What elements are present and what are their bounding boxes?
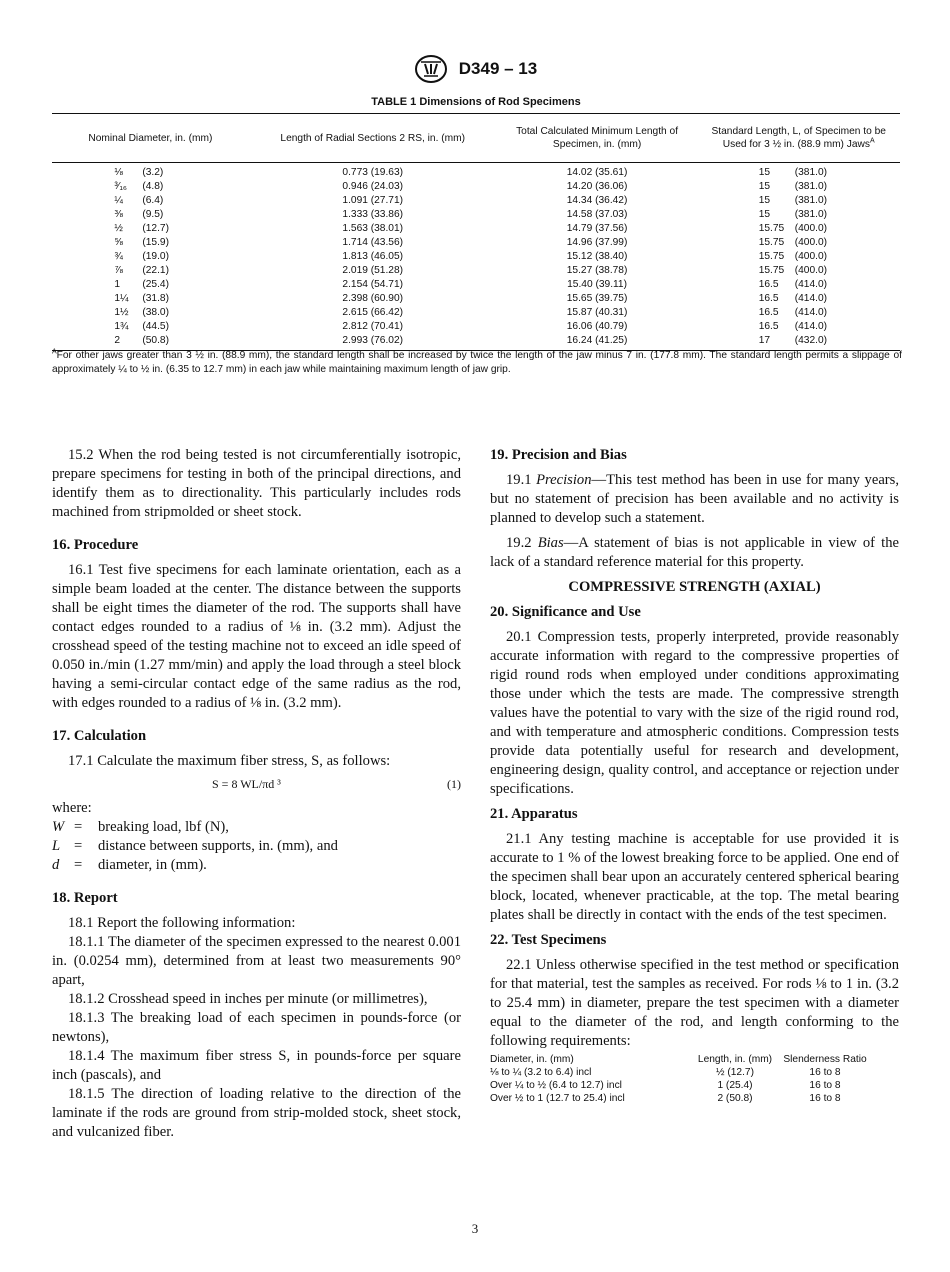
heading-procedure: 16. Procedure xyxy=(52,537,139,553)
page-number: 3 xyxy=(471,1221,479,1236)
equation-number: (1) xyxy=(447,777,461,791)
cell-standard-length: 15 (381.0) xyxy=(758,181,827,192)
cell-radial-sections: 2.154 (54.71) xyxy=(342,279,404,290)
where-label: where: xyxy=(52,800,92,816)
section-title-compressive: COMPRESSIVE STRENGTH (AXIAL) xyxy=(568,579,821,595)
cell-total-length: 15.87 (40.31) xyxy=(566,307,628,318)
cell-standard-length: 16.5 (414.0) xyxy=(758,293,827,304)
cell-radial-sections: 1.091 (27.71) xyxy=(342,195,404,206)
column-header-standard-length: Standard Length, L, of Specimen to be Used for 3 ½ in. (88.9 mm) Jaws$^A$ xyxy=(697,114,900,163)
column-header-total-length: Total Calculated Minimum Length of Specimen, in. (mm) xyxy=(497,114,698,163)
variable-list xyxy=(52,818,461,875)
cell-standard-length: 15 (381.0) xyxy=(758,167,827,178)
cell-nominal-diameter: 2 (50.8) xyxy=(52,334,249,351)
table-row xyxy=(52,278,900,292)
cell-total-length: 15.27 (38.78) xyxy=(566,265,628,276)
cell-radial-sections: 1.333 (33.86) xyxy=(342,209,404,220)
cell-total-length: 16.24 (41.25) xyxy=(497,334,698,351)
heading-report: 18. Report xyxy=(52,890,118,906)
column-header-radial-sections: Length of Radial Sections 2 RS, in. (mm) xyxy=(249,114,497,163)
cell-standard-length: 15.75 (400.0) xyxy=(758,251,827,262)
table-row xyxy=(52,292,900,306)
paragraph-18-1: 18.1 Report the following information: xyxy=(68,915,296,931)
cell-total-length: 15.65 (39.75) xyxy=(566,293,628,304)
cell-total-length: 15.40 (39.11) xyxy=(567,279,627,290)
cell-standard-length: 15.75 (400.0) xyxy=(758,237,827,248)
cell-standard-length: 15 (381.0) xyxy=(758,195,827,206)
cell-nominal-diameter: ½ (12.7) xyxy=(114,223,169,234)
column-header-nominal-diameter: Nominal Diameter, in. (mm) xyxy=(52,114,249,163)
cell-radial-sections: 1.714 (43.56) xyxy=(342,237,404,248)
cell-nominal-diameter: ³⁄₁₆ (4.8) xyxy=(114,181,164,192)
cell-nominal-diameter: ⅞ (22.1) xyxy=(114,265,169,276)
heading-significance: 20. Significance and Use xyxy=(490,604,641,620)
cell-nominal-diameter: 1 (25.4) xyxy=(114,279,169,290)
cell-nominal-diameter: ¾ (19.0) xyxy=(114,251,169,262)
heading-precision-bias: 19. Precision and Bias xyxy=(490,447,627,463)
paragraph-15-2: 15.2 When the rod being tested is not circumferentially isotropic, prepare specimens for testing in both of the principal directions, and identify them as to directionality. This particularly includes rods machined from stripmolded or sheet stock. xyxy=(52,447,461,520)
table-row xyxy=(52,250,900,264)
table-row xyxy=(52,194,900,208)
spec-header-diameter: Diameter, in. (mm) xyxy=(490,1054,574,1065)
paragraph-18-1-3: 18.1.3 The breaking load of each specimen in pounds-force (or newtons), xyxy=(52,1010,461,1045)
variable-row: d = diameter, in (mm). xyxy=(52,857,207,873)
table-row: ⅛ to ¼ (3.2 to 6.4) incl ½ (12.7) 16 to 8 xyxy=(490,1067,841,1078)
table-footnote: $^A$For other jaws greater than 3 ½ in. (88.9 mm), the standard length shall be increased by twice the length of the jaw minus 7 in. (177.8 mm). The standard length permits a slippage of approximately ¼ to ½ in. (6.35 to 12.7 mm) in each jaw while maintaining maximum length of jaw grip. xyxy=(52,348,902,375)
paragraph-16-1: 16.1 Test five specimens for each laminate orientation, each as a simple beam loaded at the center. The distance between the supports shall be eight times the diameter of the rod. The supports shall have contact edges rounded to a radius of ⅛ in. (3.2 mm). Adjust the crosshead speed of the testing machine not to exceed an idle speed of 0.050 in./min (1.27 mm/min) and apply the load through a steel block having a semi-circular contact edge of the same radius as the rod, with edges rounded to a radius of ⅛ in. (3.2 mm). xyxy=(52,562,461,711)
cell-radial-sections: 2.019 (51.28) xyxy=(342,265,404,276)
table-title: TABLE 1 Dimensions of Rod Specimens xyxy=(371,96,581,108)
cell-total-length: 14.96 (37.99) xyxy=(566,237,628,248)
table-row xyxy=(52,222,900,236)
cell-radial-sections: 1.813 (46.05) xyxy=(342,251,404,262)
table-row xyxy=(52,180,900,194)
cell-nominal-diameter: ⅜ (9.5) xyxy=(114,209,164,220)
rod-dimensions-table xyxy=(52,113,900,351)
cell-total-length: 15.12 (38.40) xyxy=(566,251,628,262)
cell-standard-length: 15.75 (400.0) xyxy=(758,223,827,234)
spec-header-length: Length, in. (mm) xyxy=(697,1054,773,1065)
paragraph-17-1: 17.1 Calculate the maximum fiber stress, S, as follows: xyxy=(68,753,391,769)
cell-standard-length: 16.5 (414.0) xyxy=(758,279,827,290)
cell-radial-sections: 2.993 (76.02) xyxy=(249,334,497,351)
cell-radial-sections: 2.398 (60.90) xyxy=(342,293,404,304)
paragraph-18-1-4: 18.1.4 The maximum fiber stress S, in pounds-force per square inch (pascals), and xyxy=(52,1048,461,1083)
table-row xyxy=(52,236,900,250)
paragraph-18-1-2: 18.1.2 Crosshead speed in inches per minute (or millimetres), xyxy=(68,991,428,1007)
paragraph-20-1: 20.1 Compression tests, properly interpreted, provide reasonably accurate information with regard to the compressive properties of rigid round rods when employed under conditions approximating those under which the tests are made. The compressive strength values have the potential to vary with the size of the rigid round rod, and with temperature and atmospheric conditions. Compression tests provide data potentially useful for research and development, engineering design, quality control, and acceptance or rejection under specifications. xyxy=(490,629,899,797)
cell-standard-length: 17 (432.0) xyxy=(697,334,900,351)
paragraph-19-2: 19.2 Bias—A statement of bias is not applicable in view of the lack of a standard reference material for this property. xyxy=(490,535,900,570)
spec-header-slenderness: Slenderness Ratio xyxy=(783,1054,867,1065)
specimen-requirements-table xyxy=(490,1053,870,1105)
right-column xyxy=(490,446,899,1105)
variable-row: W = breaking load, lbf (N), xyxy=(52,819,229,835)
table-row: Over ½ to 1 (12.7 to 25.4) incl 2 (50.8) 16 to 8 xyxy=(490,1093,841,1104)
paragraph-22-1: 22.1 Unless otherwise specified in the test method or specification for that material, test the samples as received. For rods ⅛ to 1 in. (3.2 to 25.4 mm) in diameter, prepare the test specimen with a diameter equal to the diameter of the rod, and length conforming to the following requirements: xyxy=(490,957,899,1049)
cell-radial-sections: 0.946 (24.03) xyxy=(342,181,404,192)
cell-total-length: 14.58 (37.03) xyxy=(566,209,628,220)
cell-total-length: 14.34 (36.42) xyxy=(566,195,628,206)
cell-standard-length: 15 (381.0) xyxy=(758,209,827,220)
cell-total-length: 14.79 (37.56) xyxy=(566,223,628,234)
left-column xyxy=(52,446,461,1142)
cell-radial-sections: 1.563 (38.01) xyxy=(342,223,404,234)
cell-nominal-diameter: ¼ (6.4) xyxy=(114,195,164,206)
table-row xyxy=(52,306,900,320)
cell-total-length: 16.06 (40.79) xyxy=(566,321,628,332)
cell-standard-length: 15.75 (400.0) xyxy=(758,265,827,276)
cell-radial-sections: 2.615 (66.42) xyxy=(342,307,404,318)
equation-1 xyxy=(52,775,461,795)
cell-radial-sections: 2.812 (70.41) xyxy=(342,321,404,332)
table-row: Over ¼ to ½ (6.4 to 12.7) incl 1 (25.4) 16 to 8 xyxy=(490,1080,841,1091)
table-row xyxy=(52,264,900,278)
cell-nominal-diameter: 1¼ (31.8) xyxy=(114,293,169,304)
heading-calculation: 17. Calculation xyxy=(52,728,147,744)
cell-nominal-diameter: 1½ (38.0) xyxy=(114,307,169,318)
cell-total-length: 14.20 (36.06) xyxy=(566,181,628,192)
cell-nominal-diameter: 1¾ (44.5) xyxy=(114,321,169,332)
page-header xyxy=(0,54,950,84)
cell-radial-sections: 0.773 (19.63) xyxy=(342,167,404,178)
variable-row: L = distance between supports, in. (mm), and xyxy=(52,838,338,854)
equation-text: S = 8 WL/πd ³ xyxy=(212,777,281,791)
cell-nominal-diameter: ⅝ (15.9) xyxy=(114,237,169,248)
paragraph-18-1-1: 18.1.1 The diameter of the specimen expressed to the nearest 0.001 in. (0.0254 mm), determined from at least two measurements 90° apart, xyxy=(52,934,461,988)
cell-nominal-diameter: ⅛ (3.2) xyxy=(114,167,164,178)
astm-logo-icon xyxy=(413,54,449,84)
cell-standard-length: 16.5 (414.0) xyxy=(758,307,827,318)
cell-total-length: 14.02 (35.61) xyxy=(566,167,628,178)
cell-standard-length: 16.5 (414.0) xyxy=(758,321,827,332)
table-row xyxy=(52,163,900,181)
heading-test-specimens: 22. Test Specimens xyxy=(490,932,607,948)
table-row xyxy=(52,320,900,334)
heading-apparatus: 21. Apparatus xyxy=(490,806,578,822)
paragraph-19-1: 19.1 Precision—This test method has been in use for many years, but no statement of precision has been available and no activity is planned to develop such a statement. xyxy=(490,472,899,526)
table-row xyxy=(52,208,900,222)
document-id: D349 – 13 xyxy=(458,59,538,78)
paragraph-21-1: 21.1 Any testing machine is acceptable for use provided it is accurate to 1 % of the lowest breaking force to be applied. One end of the specimen shall bear upon an accurately centered spherical bearing block, located, whenever practicable, at the top. The metal bearing plates shall be directly in contact with the ends of the test specimen. xyxy=(490,831,899,923)
paragraph-18-1-5: 18.1.5 The direction of loading relative to the direction of the laminate if the rods are ground from strip-molded stock, sheet stock, and vulcanized fiber. xyxy=(52,1086,461,1140)
